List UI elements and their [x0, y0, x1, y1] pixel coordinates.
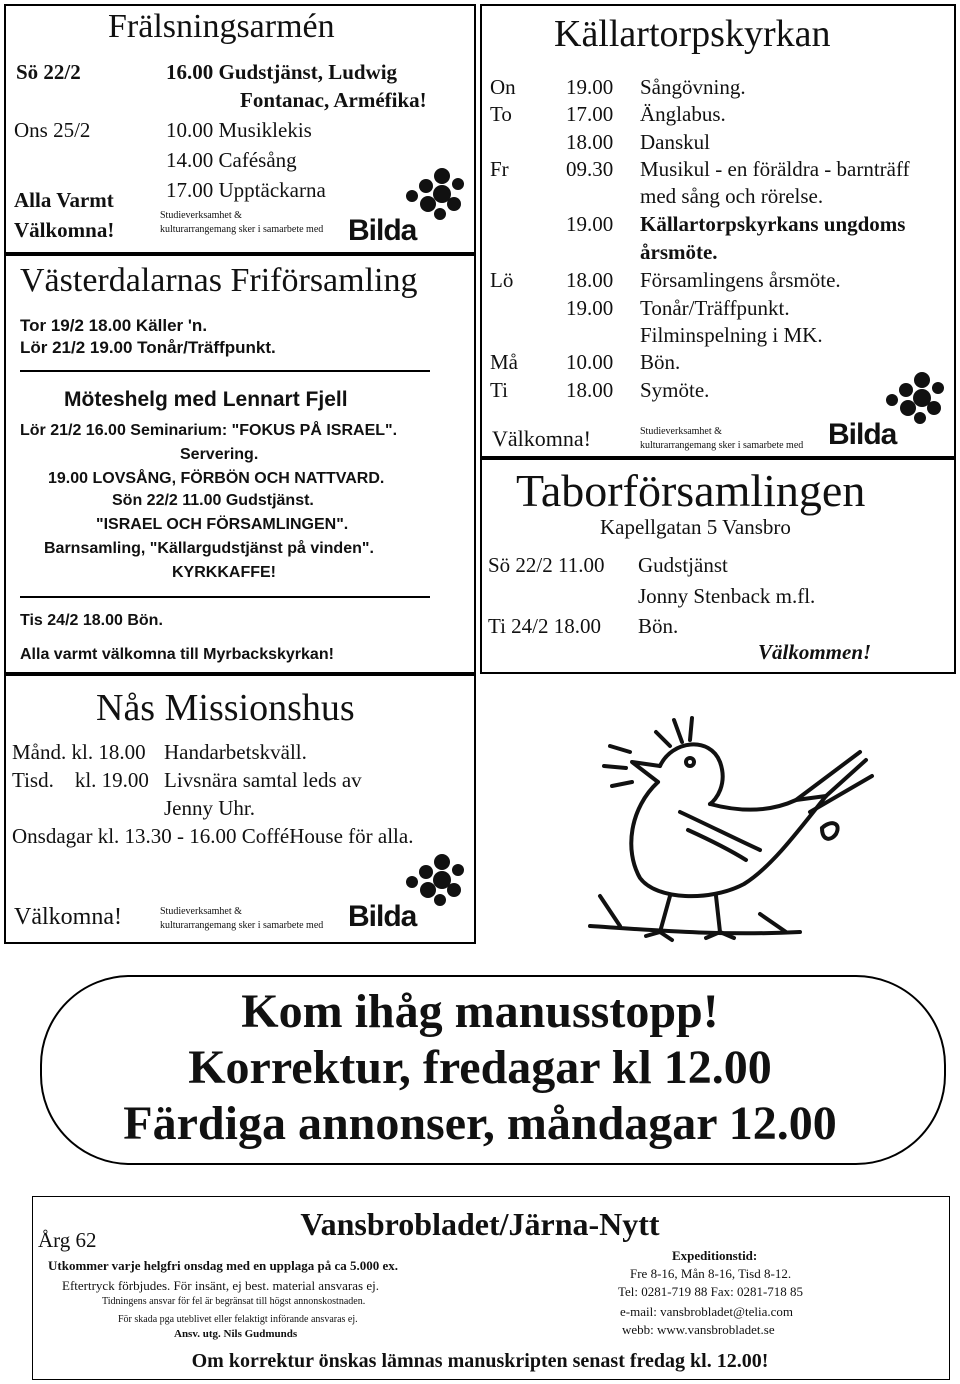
kallartorp-event: Änglabus. [640, 102, 726, 126]
nas-studie-1: Studieverksamhet & [160, 906, 242, 917]
bird-illustration [560, 700, 880, 960]
kallartorp-day: Lö [490, 268, 514, 292]
notice-line-1: Kom ihåg manusstopp! [241, 985, 719, 1038]
kallartorp-event: Sångövning. [640, 75, 746, 99]
bilda-wordmark: Bilda [348, 900, 417, 933]
vasterdal-title: Västerdalarnas Friförsamling [20, 262, 418, 299]
kallartorp-time: 18.00 [566, 130, 614, 154]
footer-utkommer: Utkommer varje helgfri onsdag med en upplaga på ca 5.000 ex. [48, 1258, 399, 1273]
tabor-event-2: Bön. [638, 614, 679, 638]
fralsning-studie-2: kulturarrangemang sker i samarbete med [160, 224, 324, 235]
footer-ansv-utg: Ansv. utg. Nils Gudmunds [174, 1328, 298, 1340]
footer-eftertryck: Eftertryck förbjudes. För insänt, ej best. material ansvaras ej. [62, 1278, 379, 1293]
fralsning-welcome-2: Välkomna! [14, 218, 115, 242]
kallartorp-event-cont: med sång och rörelse. [640, 184, 824, 208]
nas-row-1-time: Månd. kl. 18.00 [12, 740, 146, 764]
kallartorp-event: Tonår/Träffpunkt. [640, 296, 790, 320]
divider [20, 596, 430, 598]
bilda-dots-icon [346, 168, 470, 220]
kallartorp-day: Fr [490, 157, 509, 181]
kallartorp-day: On [490, 75, 516, 99]
nas-row-1-event: Handarbetskväll. [164, 740, 307, 764]
footer-bottom-note: Om korrektur önskas lämnas manuskripten senast fredag kl. 12.00! [191, 1350, 769, 1372]
kallartorp-time: 09.30 [566, 157, 614, 181]
kallartorp-time: 18.00 [566, 378, 614, 402]
tabor-address: Kapellgatan 5 Vansbro [600, 515, 791, 539]
bilda-wordmark: Bilda [828, 418, 897, 451]
bilda-logo [826, 372, 950, 454]
kallartorp-event-cont: Filminspelning i MK. [640, 323, 823, 347]
vasterdal-line-2: Lör 21/2 19.00 Tonår/Träffpunkt. [20, 338, 276, 357]
footer-web[interactable]: webb: www.vansbrobladet.se [622, 1322, 775, 1337]
kallartorp-time: 18.00 [566, 268, 614, 292]
vasterdal-line-10: KYRKKAFFE! [172, 564, 276, 581]
kallartorp-day: To [490, 102, 512, 126]
vasterdal-line-6: 19.00 LOVSÅNG, FÖRBÖN OCH NATTVARD. [48, 470, 385, 487]
bilda-logo [346, 168, 470, 250]
notice-line-2: Korrektur, fredagar kl 12.00 [188, 1041, 772, 1094]
fralsning-event-3: 14.00 Cafésång [166, 148, 297, 172]
kallartorp-welcome: Välkomna! [492, 426, 591, 451]
vasterdal-line-8: "ISRAEL OCH FÖRSAMLINGEN". [96, 516, 349, 533]
kallartorp-time: 19.00 [566, 296, 614, 320]
vasterdal-line-5: Servering. [180, 446, 259, 463]
nas-row-3: Onsdagar kl. 13.30 - 16.00 CofféHouse för alla. [12, 824, 414, 848]
vasterdal-line-12: Alla varmt välkomna till Myrbackskyrkan! [20, 646, 334, 663]
kallartorp-time: 17.00 [566, 102, 614, 126]
kallartorp-day: Må [490, 350, 518, 374]
kallartorp-event: Källartorpskyrkans ungdoms [640, 212, 906, 236]
tabor-title: Taborförsamlingen [516, 465, 866, 516]
fralsning-event-1-cont: Fontanac, Arméfika! [240, 88, 427, 112]
fralsning-title: Frälsningsarmén [108, 8, 335, 45]
fralsning-studie-1: Studieverksamhet & [160, 210, 242, 221]
kallartorp-day: Ti [490, 378, 508, 402]
footer-exp-title: Expeditionstid: [672, 1248, 758, 1263]
nas-row-2-time: Tisd. kl. 19.00 [12, 768, 149, 792]
kallartorp-event: Bön. [640, 350, 681, 374]
kallartorp-time: 10.00 [566, 350, 614, 374]
nas-title: Nås Missionshus [96, 687, 355, 729]
tabor-day-2: Ti 24/2 18.00 [488, 614, 602, 638]
vasterdal-headline: Möteshelg med Lennart Fjell [64, 388, 348, 411]
divider [20, 370, 430, 372]
footer-ansvar-1: Tidningens ansvar för fel är begränsat till högst annonskostnaden. [102, 1296, 366, 1307]
tabor-welcome: Välkommen! [758, 640, 872, 664]
tabor-event-1-cont: Jonny Stenback m.fl. [638, 584, 816, 608]
bilda-logo [346, 854, 470, 936]
notice-line-3: Färdiga annonser, måndagar 12.00 [123, 1097, 837, 1150]
vasterdal-line-7: Sön 22/2 11.00 Gudstjänst. [112, 492, 314, 509]
nas-welcome: Välkomna! [14, 904, 122, 930]
fralsning-day-2: Ons 25/2 [14, 118, 91, 142]
footer-email[interactable]: e-mail: vansbrobladet@telia.com [620, 1304, 793, 1319]
nas-row-2-event: Livsnära samtal leds av [164, 768, 362, 792]
bilda-dots-icon [346, 854, 470, 906]
vasterdal-line-11: Tis 24/2 18.00 Bön. [20, 612, 163, 629]
vasterdal-line-4: Lör 21/2 16.00 Seminarium: "FOKUS PÅ ISRAEL". [20, 422, 398, 439]
kallartorp-event: Församlingens årsmöte. [640, 268, 841, 292]
tabor-event-1: Gudstjänst [638, 553, 728, 577]
footer-volume: Årg 62 [38, 1228, 97, 1252]
kallartorp-event: Symöte. [640, 378, 710, 402]
kallartorp-time: 19.00 [566, 75, 614, 99]
nas-row-2-cont: Jenny Uhr. [164, 796, 255, 820]
bilda-dots-icon [826, 372, 950, 424]
bilda-wordmark: Bilda [348, 214, 417, 247]
fralsning-event-4: 17.00 Upptäckarna [166, 178, 326, 202]
kallartorp-event: Musikul - en föräldra - barnträff [640, 157, 910, 181]
kallartorp-studie-2: kulturarrangemang sker i samarbete med [640, 440, 804, 451]
fralsning-day-1: Sö 22/2 [16, 60, 81, 84]
fralsning-event-1: 16.00 Gudstjänst, Ludwig [166, 60, 398, 84]
footer-paper-name: Vansbrobladet/Järna-Nytt [300, 1206, 660, 1242]
fralsning-welcome-1: Alla Varmt [14, 188, 114, 212]
footer-ansvar-2: För skada pga uteblivet eller felaktigt införande ansvaras ej. [118, 1314, 358, 1325]
kallartorp-event: Danskul [640, 130, 710, 154]
kallartorp-time: 19.00 [566, 212, 614, 236]
vasterdal-line-9: Barnsamling, "Källargudstjänst på vinden". [44, 540, 374, 557]
nas-studie-2: kulturarrangemang sker i samarbete med [160, 920, 324, 931]
footer-tel: Tel: 0281-719 88 Fax: 0281-718 85 [618, 1284, 804, 1299]
footer-exp-hours: Fre 8-16, Mån 8-16, Tisd 8-12. [630, 1266, 792, 1281]
kallartorp-title: Källartorpskyrkan [554, 13, 831, 55]
vasterdal-line-1: Tor 19/2 18.00 Käller 'n. [20, 316, 208, 335]
kallartorp-event-cont: årsmöte. [640, 240, 718, 264]
kallartorp-studie-1: Studieverksamhet & [640, 426, 722, 437]
tabor-day-1: Sö 22/2 11.00 [488, 553, 605, 577]
fralsning-event-2: 10.00 Musiklekis [166, 118, 312, 142]
